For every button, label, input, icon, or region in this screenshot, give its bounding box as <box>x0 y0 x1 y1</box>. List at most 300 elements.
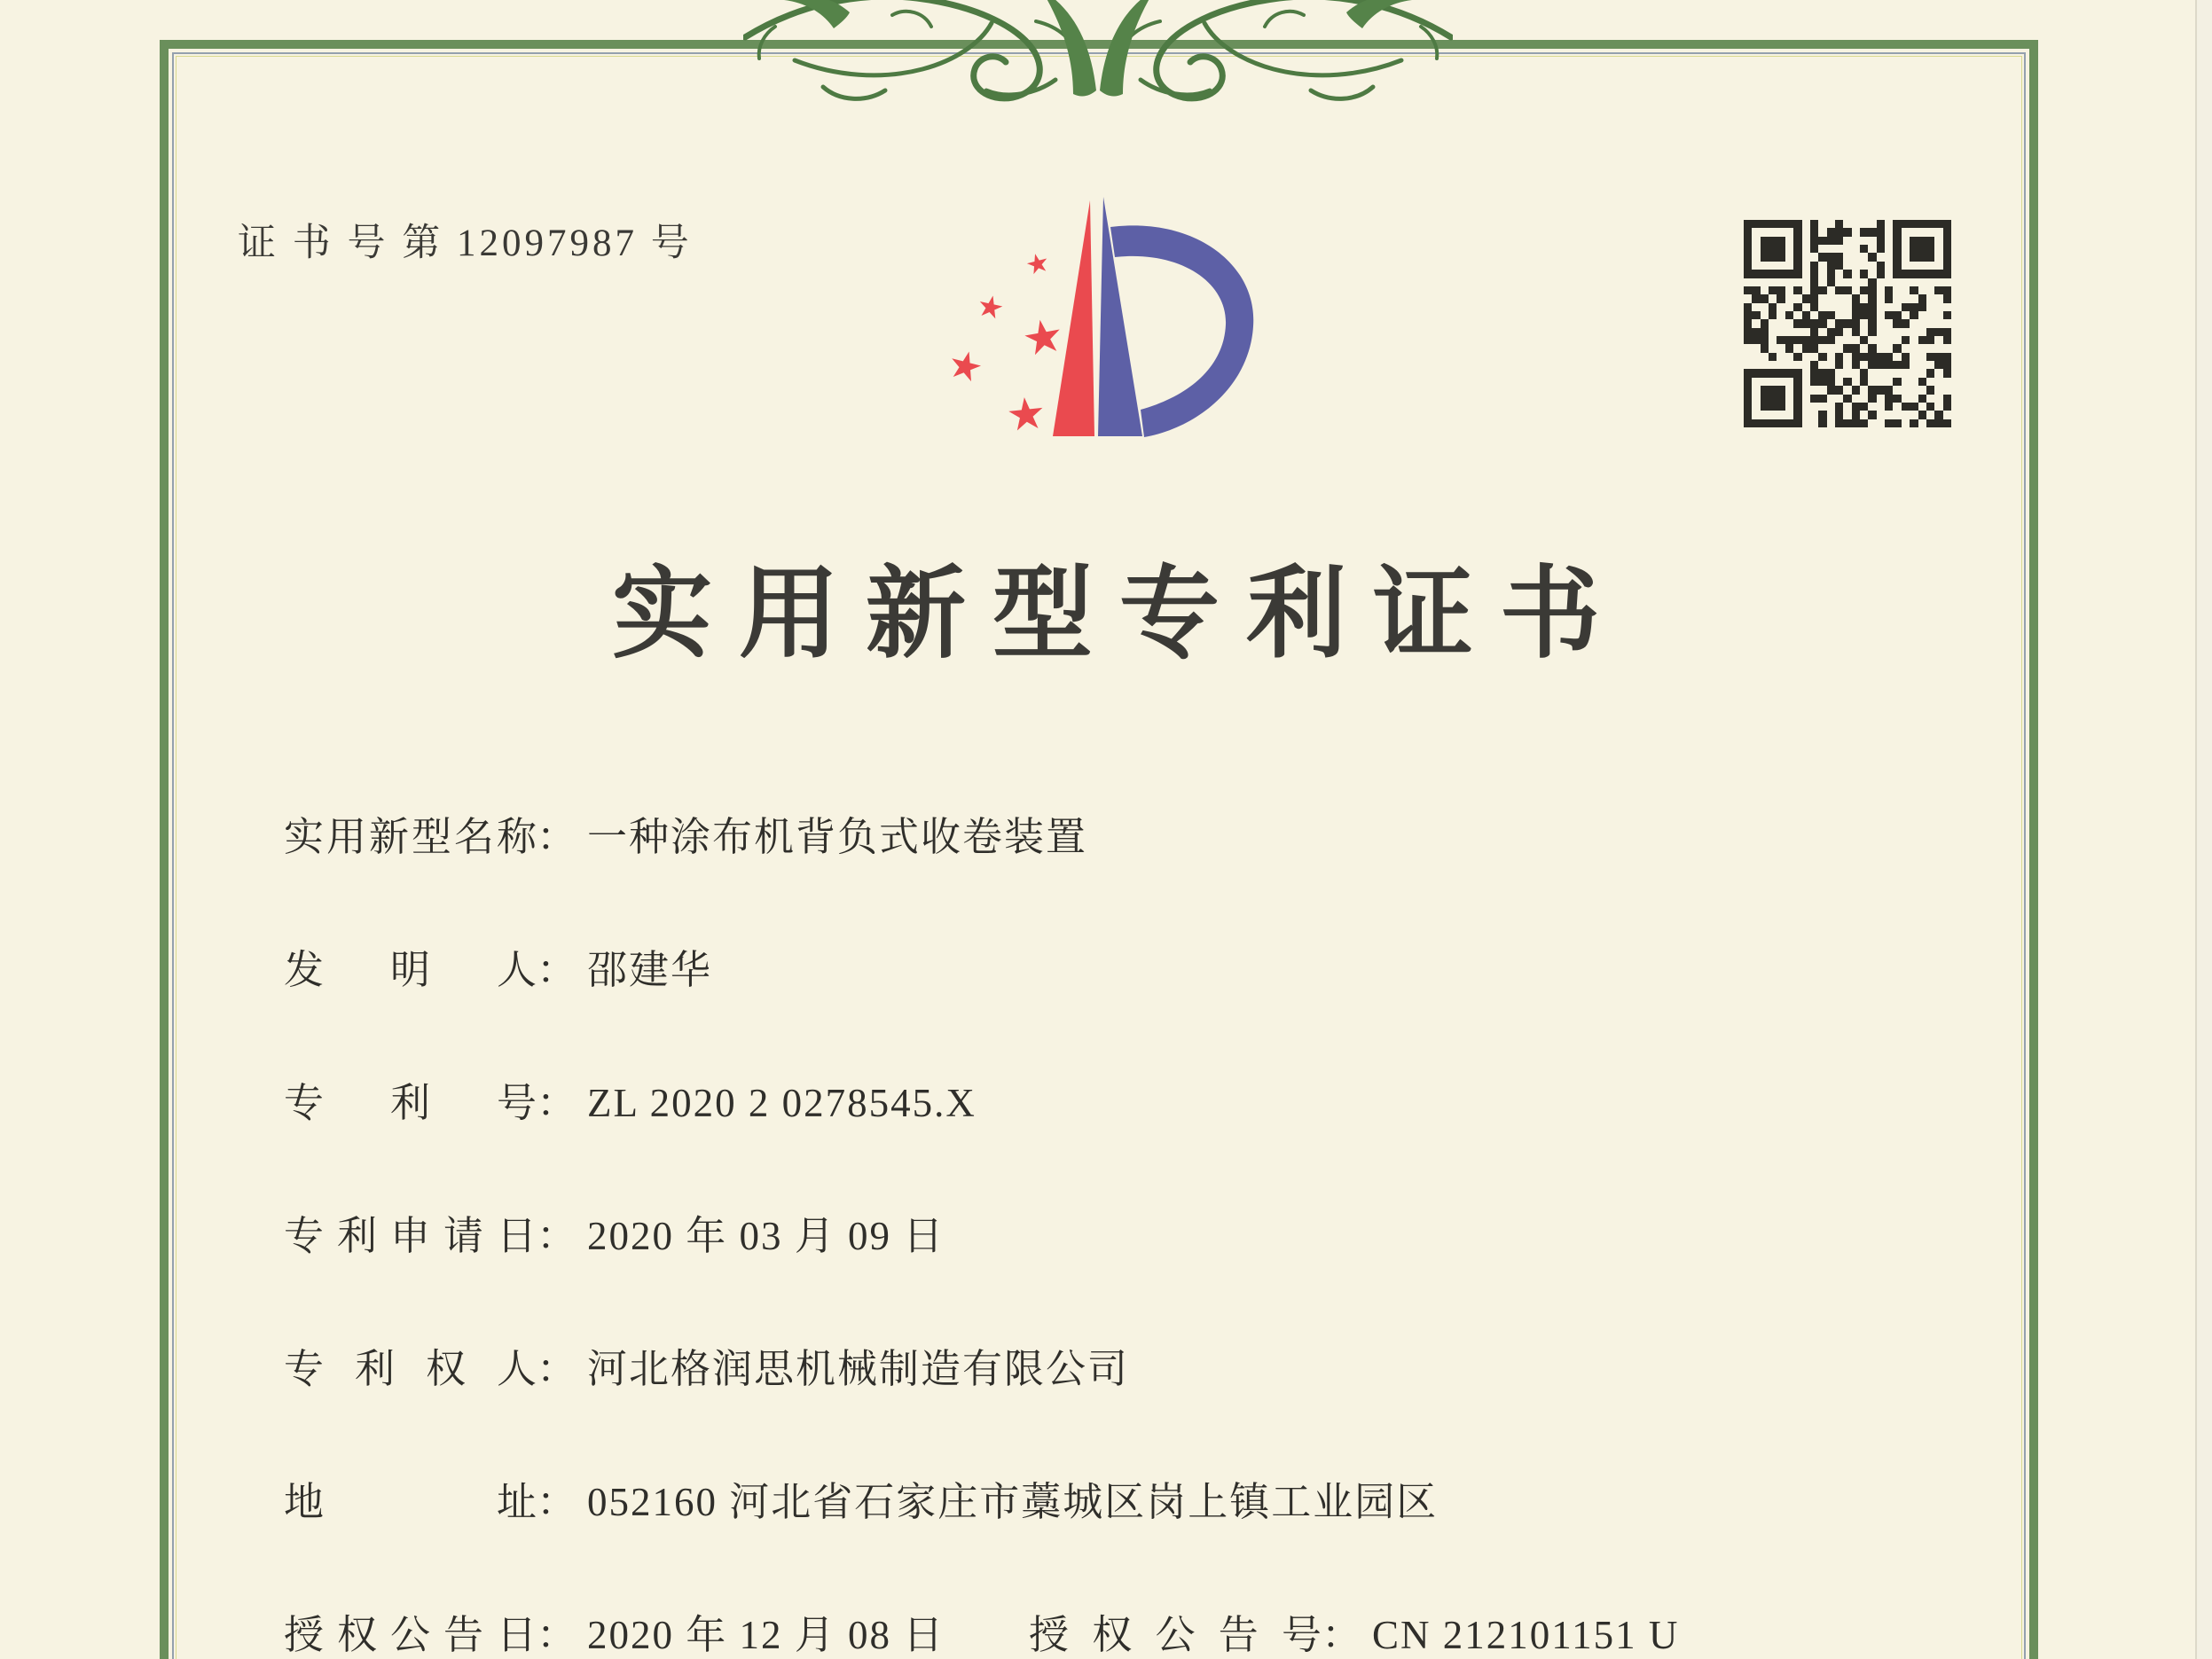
qr-module <box>1769 294 1777 302</box>
qr-module <box>1761 369 1769 377</box>
qr-module <box>1877 286 1885 294</box>
qr-module <box>1926 395 1934 403</box>
qr-module <box>1744 245 1752 253</box>
qr-module <box>1761 278 1769 286</box>
qr-module <box>1843 253 1851 261</box>
qr-module <box>1918 270 1926 278</box>
qr-module <box>1943 228 1951 236</box>
qr-module <box>1885 395 1893 403</box>
qr-module <box>1810 419 1818 427</box>
qr-module <box>1843 411 1851 419</box>
qr-module <box>1793 378 1801 386</box>
qr-module <box>1860 253 1868 261</box>
qr-module <box>1910 369 1918 377</box>
qr-module <box>1810 344 1818 352</box>
qr-module <box>1818 319 1826 327</box>
qr-module <box>1926 253 1934 261</box>
qr-module <box>1893 403 1901 411</box>
field-colon: ： <box>537 1613 577 1657</box>
qr-module <box>1868 278 1876 286</box>
qr-module <box>1827 270 1835 278</box>
qr-module <box>1810 411 1818 419</box>
qr-module <box>1860 270 1868 278</box>
qr-module <box>1885 378 1893 386</box>
scan-paper-edge <box>2195 0 2212 1659</box>
qr-module <box>1943 386 1951 394</box>
qr-module <box>1818 286 1826 294</box>
qr-module <box>1885 220 1893 228</box>
qr-module <box>1785 419 1793 427</box>
qr-module <box>1902 294 1910 302</box>
svg-text:★: ★ <box>1018 308 1069 368</box>
qr-module <box>1835 378 1843 386</box>
qr-module <box>1868 386 1876 394</box>
qr-module <box>1852 245 1860 253</box>
qr-module <box>1902 262 1910 270</box>
qr-module <box>1835 228 1843 236</box>
qr-module <box>1934 253 1942 261</box>
qr-module <box>1934 303 1942 311</box>
qr-module <box>1827 411 1835 419</box>
qr-module <box>1885 237 1893 245</box>
qr-module <box>1868 294 1876 302</box>
qr-module <box>1852 411 1860 419</box>
field-label: 发明人 <box>284 948 537 992</box>
qr-module <box>1902 311 1910 319</box>
qr-module <box>1744 262 1752 270</box>
qr-module <box>1877 270 1885 278</box>
field-colon: ： <box>537 1081 577 1125</box>
qr-module <box>1885 253 1893 261</box>
qr-module <box>1910 262 1918 270</box>
qr-module <box>1802 286 1810 294</box>
qr-module <box>1785 220 1793 228</box>
qr-module <box>1761 311 1769 319</box>
qr-module <box>1860 294 1868 302</box>
qr-module <box>1918 319 1926 327</box>
qr-module <box>1827 262 1835 270</box>
field-row-patent-number <box>284 1082 2058 1124</box>
qr-module <box>1769 395 1777 403</box>
qr-module <box>1835 395 1843 403</box>
qr-module <box>1843 278 1851 286</box>
qr-module <box>1777 294 1785 302</box>
qr-module <box>1769 353 1777 361</box>
qr-module <box>1918 328 1926 336</box>
qr-module <box>1744 319 1752 327</box>
qr-module <box>1843 220 1851 228</box>
qr-module <box>1885 419 1893 427</box>
qr-module <box>1761 319 1769 327</box>
qr-module <box>1877 378 1885 386</box>
qr-module <box>1877 353 1885 361</box>
qr-module <box>1885 403 1893 411</box>
qr-module <box>1910 319 1918 327</box>
qr-module <box>1810 403 1818 411</box>
qr-module <box>1926 311 1934 319</box>
qr-module <box>1902 411 1910 419</box>
qr-module <box>1868 303 1876 311</box>
qr-module <box>1835 419 1843 427</box>
qr-module <box>1793 311 1801 319</box>
qr-module <box>1835 262 1843 270</box>
qr-module <box>1752 253 1760 261</box>
qr-module <box>1860 411 1868 419</box>
qr-module <box>1793 419 1801 427</box>
qr-module <box>1877 220 1885 228</box>
qr-module <box>1934 278 1942 286</box>
qr-module <box>1918 419 1926 427</box>
qr-module <box>1934 336 1942 344</box>
qr-module <box>1934 361 1942 369</box>
field-row-filing-date <box>284 1215 2058 1257</box>
qr-module <box>1793 353 1801 361</box>
qr-module <box>1744 361 1752 369</box>
qr-module <box>1893 386 1901 394</box>
qr-module <box>1827 419 1835 427</box>
qr-module <box>1943 353 1951 361</box>
qr-module <box>1793 336 1801 344</box>
qr-module <box>1902 303 1910 311</box>
qr-module <box>1802 328 1810 336</box>
qr-module <box>1810 319 1818 327</box>
qr-module <box>1785 386 1793 394</box>
qr-module <box>1793 253 1801 261</box>
qr-module <box>1934 245 1942 253</box>
qr-module <box>1943 419 1951 427</box>
qr-module <box>1802 369 1810 377</box>
qr-module <box>1810 253 1818 261</box>
qr-module <box>1860 369 1868 377</box>
qr-module <box>1810 386 1818 394</box>
qr-module <box>1769 237 1777 245</box>
qr-module <box>1843 286 1851 294</box>
qr-module <box>1877 228 1885 236</box>
qr-module <box>1843 294 1851 302</box>
qr-module <box>1943 369 1951 377</box>
qr-module <box>1835 303 1843 311</box>
qr-module <box>1918 386 1926 394</box>
qr-module <box>1802 245 1810 253</box>
qr-module <box>1761 328 1769 336</box>
qr-module <box>1752 294 1760 302</box>
qr-module <box>1860 303 1868 311</box>
qr-module <box>1802 361 1810 369</box>
qr-module <box>1943 220 1951 228</box>
qr-module <box>1902 336 1910 344</box>
qr-module <box>1761 237 1769 245</box>
field-value: 2020 年 12 月 08 日 <box>587 1613 945 1657</box>
qr-module <box>1785 278 1793 286</box>
qr-module <box>1793 369 1801 377</box>
qr-module <box>1868 253 1876 261</box>
qr-module <box>1868 319 1876 327</box>
qr-module <box>1785 262 1793 270</box>
qr-module <box>1777 286 1785 294</box>
qr-module <box>1769 270 1777 278</box>
qr-module <box>1885 344 1893 352</box>
qr-module <box>1752 245 1760 253</box>
qr-module <box>1893 353 1901 361</box>
qr-module <box>1752 237 1760 245</box>
qr-module <box>1943 395 1951 403</box>
qr-module <box>1793 319 1801 327</box>
qr-module <box>1752 220 1760 228</box>
qr-module <box>1934 286 1942 294</box>
qr-module <box>1893 270 1901 278</box>
qr-module <box>1893 253 1901 261</box>
qr-module <box>1893 411 1901 419</box>
qr-module <box>1934 311 1942 319</box>
qr-module <box>1868 353 1876 361</box>
qr-module <box>1852 270 1860 278</box>
qr-module <box>1918 311 1926 319</box>
qr-module <box>1827 319 1835 327</box>
qr-module <box>1852 220 1860 228</box>
field-label: 实用新型名称 <box>284 815 537 859</box>
qr-module <box>1785 395 1793 403</box>
field-row-utility-model-name <box>284 816 2058 858</box>
qr-module <box>1818 395 1826 403</box>
qr-module <box>1926 228 1934 236</box>
qr-module <box>1910 278 1918 286</box>
qr-module <box>1902 328 1910 336</box>
qr-module <box>1877 245 1885 253</box>
qr-module <box>1744 411 1752 419</box>
qr-module <box>1793 286 1801 294</box>
qr-module <box>1926 419 1934 427</box>
qr-module <box>1934 344 1942 352</box>
qr-module <box>1943 253 1951 261</box>
qr-module <box>1777 245 1785 253</box>
qr-module <box>1893 286 1901 294</box>
qr-module <box>1860 262 1868 270</box>
qr-module <box>1934 237 1942 245</box>
qr-module <box>1818 262 1826 270</box>
qr-module <box>1752 319 1760 327</box>
qr-module <box>1793 245 1801 253</box>
qr-module <box>1793 344 1801 352</box>
qr-module <box>1934 220 1942 228</box>
dragon-scroll-ornament-icon <box>743 0 1453 106</box>
field-row-patentee <box>284 1348 2058 1390</box>
qr-module <box>1802 270 1810 278</box>
qr-module <box>1835 361 1843 369</box>
qr-module <box>1769 336 1777 344</box>
qr-module <box>1910 378 1918 386</box>
qr-module <box>1793 228 1801 236</box>
qr-module <box>1843 319 1851 327</box>
qr-module <box>1926 344 1934 352</box>
qr-module <box>1818 369 1826 377</box>
qr-module <box>1827 311 1835 319</box>
qr-module <box>1943 344 1951 352</box>
qr-module <box>1910 245 1918 253</box>
qr-module <box>1752 278 1760 286</box>
qr-module <box>1818 386 1826 394</box>
qr-module <box>1818 336 1826 344</box>
qr-module <box>1902 361 1910 369</box>
grant-number-field <box>1029 1614 1679 1656</box>
qr-module <box>1893 278 1901 286</box>
qr-module <box>1918 344 1926 352</box>
qr-module <box>1902 228 1910 236</box>
qr-module <box>1877 411 1885 419</box>
qr-module <box>1810 303 1818 311</box>
qr-module <box>1827 220 1835 228</box>
qr-module <box>1860 419 1868 427</box>
qr-module <box>1777 262 1785 270</box>
qr-module <box>1902 253 1910 261</box>
qr-module <box>1835 278 1843 286</box>
qr-module <box>1777 369 1785 377</box>
field-value: ZL 2020 2 0278545.X <box>587 1081 977 1125</box>
qr-module <box>1802 278 1810 286</box>
qr-module <box>1827 378 1835 386</box>
qr-module <box>1868 237 1876 245</box>
qr-module <box>1893 237 1901 245</box>
qr-module <box>1902 237 1910 245</box>
qr-module <box>1918 303 1926 311</box>
field-row-address <box>284 1481 2058 1523</box>
field-colon: ： <box>537 1347 577 1391</box>
qr-module <box>1877 294 1885 302</box>
qr-module <box>1843 395 1851 403</box>
qr-module <box>1893 361 1901 369</box>
qr-module <box>1793 262 1801 270</box>
qr-module <box>1810 369 1818 377</box>
qr-module <box>1852 378 1860 386</box>
certificate-fields <box>284 816 2058 1659</box>
qr-module <box>1827 228 1835 236</box>
qr-module <box>1860 361 1868 369</box>
qr-module <box>1827 303 1835 311</box>
qr-module <box>1943 328 1951 336</box>
qr-module <box>1777 344 1785 352</box>
qr-module <box>1818 253 1826 261</box>
qr-module <box>1777 237 1785 245</box>
qr-module <box>1910 228 1918 236</box>
qr-module <box>1752 369 1760 377</box>
qr-module <box>1744 237 1752 245</box>
qr-module <box>1868 286 1876 294</box>
qr-module <box>1926 294 1934 302</box>
qr-module <box>1885 386 1893 394</box>
qr-module <box>1902 419 1910 427</box>
qr-module <box>1827 361 1835 369</box>
qr-module <box>1910 386 1918 394</box>
grant-date-field <box>284 1613 945 1657</box>
qr-module <box>1852 278 1860 286</box>
qr-module <box>1818 228 1826 236</box>
qr-module <box>1769 361 1777 369</box>
qr-module <box>1934 228 1942 236</box>
qr-module <box>1761 303 1769 311</box>
qr-module <box>1793 386 1801 394</box>
qr-module <box>1744 328 1752 336</box>
qr-module <box>1752 353 1760 361</box>
qr-module <box>1877 319 1885 327</box>
qr-module <box>1744 228 1752 236</box>
qr-module <box>1868 245 1876 253</box>
qr-module <box>1926 270 1934 278</box>
qr-module <box>1885 286 1893 294</box>
qr-module <box>1777 278 1785 286</box>
qr-module <box>1860 278 1868 286</box>
qr-module <box>1918 237 1926 245</box>
qr-module <box>1885 303 1893 311</box>
qr-module <box>1893 336 1901 344</box>
qr-module <box>1793 294 1801 302</box>
qr-module <box>1810 378 1818 386</box>
qr-module <box>1769 286 1777 294</box>
qr-module <box>1926 278 1934 286</box>
qr-module <box>1818 278 1826 286</box>
qr-module <box>1860 403 1868 411</box>
qr-module <box>1860 319 1868 327</box>
cnipa-logo-icon <box>940 192 1264 456</box>
qr-module <box>1860 286 1868 294</box>
qr-module <box>1818 270 1826 278</box>
qr-module <box>1893 378 1901 386</box>
qr-module <box>1902 386 1910 394</box>
qr-module <box>1835 220 1843 228</box>
qr-module <box>1943 311 1951 319</box>
qr-module <box>1761 353 1769 361</box>
field-colon: ： <box>537 1480 577 1524</box>
qr-module <box>1885 270 1893 278</box>
qr-module <box>1934 353 1942 361</box>
qr-module <box>1860 386 1868 394</box>
qr-module <box>1926 328 1934 336</box>
qr-module <box>1918 286 1926 294</box>
qr-module <box>1877 336 1885 344</box>
qr-module <box>1827 245 1835 253</box>
qr-module <box>1769 369 1777 377</box>
qr-module <box>1761 411 1769 419</box>
qr-module <box>1769 311 1777 319</box>
qr-module <box>1943 319 1951 327</box>
qr-module <box>1744 344 1752 352</box>
qr-module <box>1885 311 1893 319</box>
svg-text:★: ★ <box>943 340 988 393</box>
qr-module <box>1868 369 1876 377</box>
qr-module <box>1793 361 1801 369</box>
qr-module <box>1744 419 1752 427</box>
qr-module <box>1860 336 1868 344</box>
qr-module <box>1926 369 1934 377</box>
qr-module <box>1761 228 1769 236</box>
qr-module <box>1810 270 1818 278</box>
qr-module <box>1943 262 1951 270</box>
qr-module <box>1793 278 1801 286</box>
qr-module <box>1785 319 1793 327</box>
qr-module <box>1843 378 1851 386</box>
field-label: 授权公告日 <box>284 1613 537 1657</box>
field-value: CN 212101151 U <box>1372 1613 1680 1657</box>
qr-module <box>1918 395 1926 403</box>
qr-module <box>1785 369 1793 377</box>
qr-module <box>1885 369 1893 377</box>
qr-module <box>1918 262 1926 270</box>
qr-module <box>1943 411 1951 419</box>
qr-module <box>1852 237 1860 245</box>
qr-module <box>1810 228 1818 236</box>
qr-module <box>1777 361 1785 369</box>
qr-module <box>1777 319 1785 327</box>
qr-module <box>1761 344 1769 352</box>
qr-module <box>1802 353 1810 361</box>
